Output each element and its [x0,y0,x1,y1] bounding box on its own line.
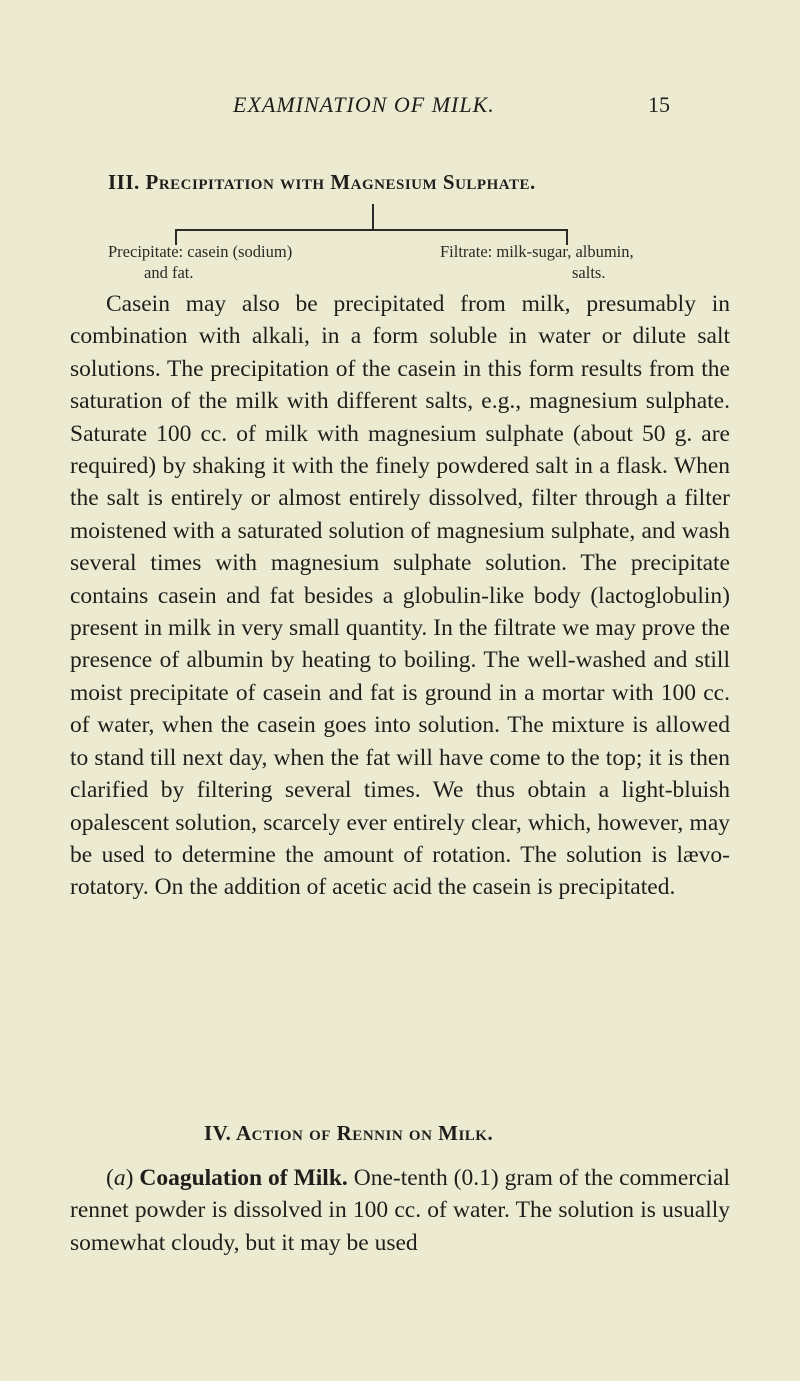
section-heading-iii: III. Precipitation with Magnesium Sulphate. [108,170,536,194]
section-iv-paragraph: (a) Coagulation of Milk. One-tenth (0.1) gram of the commercial rennet powder is dissolved in 100 cc. of water. The solution is usually somewhat cloudy, but it may be used [70,1165,731,1256]
filtrate-line-2: salts. [572,263,606,282]
page-number: 15 [648,92,670,117]
precipitate-branch-label [108,241,408,283]
precipitate-line-2: and fat. [144,263,194,282]
section-iii-paragraph: Casein may also be precipitated from milk, presumably in combination with alkali, in a form soluble in water or dilute salt solutions. The precipitation of the casein in this form results from the saturation of the milk with different salts, e.g., magnesium sulphate. Saturate 100 cc. of milk with magnesium sulphate (about 50 g. are required) by shaking it with the finely powdered salt in a flask. When the salt is entirely or almost entirely dissolved, filter through a filter moistened with a saturated solution of magnesium sulphate, and wash several times with magnesium sulphate solution. The precipitate contains casein and fat besides a globulin-like body (lactoglobulin) present in milk in very small quantity. In the filtrate we may prove the presence of albumin by heating to boiling. The well-washed and still moist precipitate of casein and fat is ground in a mortar with 100 cc. of water, when the casein goes into solution. The mixture is allowed to stand till next day, when the fat will have come to the top; it is then clarified by filtering several times. We thus obtain a light-bluish opalescent solution, scarcely ever entirely clear, which, however, may be used to determine the amount of rotation. The solution is lævo-rotatory. On the addition of acetic acid the casein is precipitated. [70,291,730,901]
running-head-title: EXAMINATION OF MILK. [233,92,495,117]
diagram-stem-line [372,204,374,230]
section-heading-iv: IV. Action of Rennin on Milk. [204,1121,494,1145]
filtrate-line-1: Filtrate: milk-sugar, albumin, [440,242,634,261]
precipitate-line-1: Precipitate: casein (sodium) [108,242,293,261]
subsection-title: Coagulation of Milk. [139,1165,348,1191]
filtrate-branch-label [440,241,770,283]
subsection-label: a [113,1165,126,1191]
subsection-text: One-tenth (0.1) gram of the commercial rennet powder is dissolved in 100 cc. of water. The solution is usually somewhat cloudy, but it may be used [70,1165,731,1256]
diagram-horizontal-line [175,229,567,231]
